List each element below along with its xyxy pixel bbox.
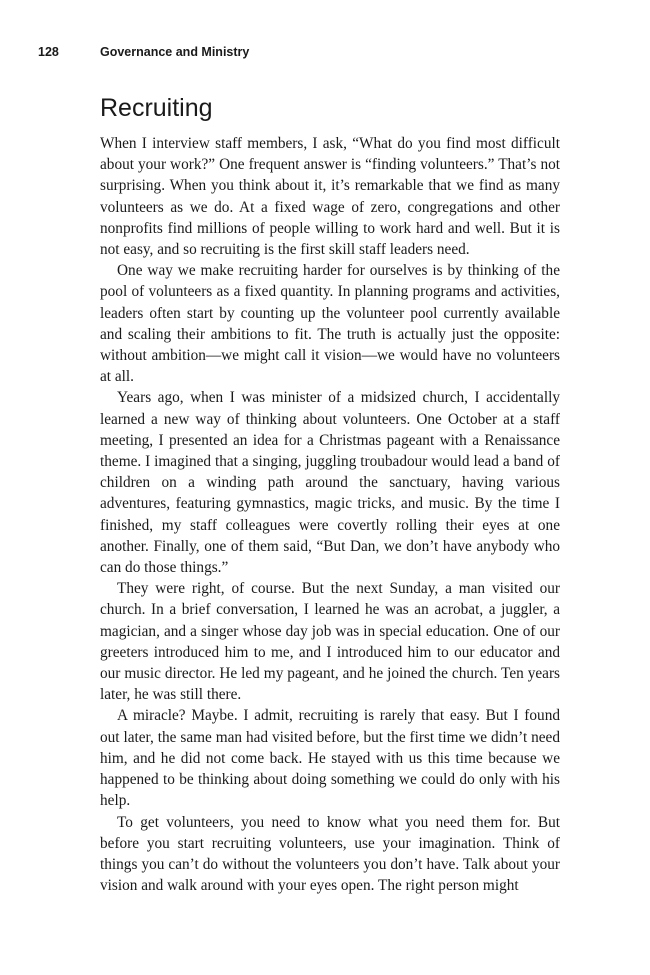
paragraph: When I interview staff members, I ask, “What do you find most difficult about your work?” One frequent answer is “finding volunteers.” That’s not surprising. When you think about it, it’s remarkable that we find as many volunteers as we do. At a fixed wage of zero, congregations and other nonprofits find millions of people willing to work hard and well. But it is not easy, and so recruiting is the first skill staff leaders need. — [100, 135, 560, 259]
paragraph: One way we make recruiting harder for ourselves is by thinking of the pool of volunteers as a fixed quantity. In planning programs and activities, leaders often start by counting up the volunteer pool currently available and scaling their ambitions to fit. The truth is actually just the opposite: without ambition—we might call it vision—we would have no volunteers at all. — [100, 262, 560, 386]
paragraph: A miracle? Maybe. I admit, recruiting is rarely that easy. But I found out later, the same man had visited before, but the first time we didn’t need him, and he did not come back. He stayed with us this time because we happened to be thinking about doing something we could do only with his help. — [100, 707, 560, 810]
page-body — [100, 92, 560, 896]
running-head-title: Governance and Ministry — [100, 45, 250, 59]
section-heading: Recruiting — [100, 94, 213, 122]
running-head — [38, 45, 249, 59]
page-number: 128 — [38, 45, 59, 59]
paragraph: Years ago, when I was minister of a midsized church, I accidentally learned a new way of thinking about volunteers. One October at a staff meeting, I presented an idea for a Christmas pageant with a Renaissance theme. I imagined that a singing, juggling troubadour would lead a band of children on a winding path around the sanctuary, having various adventures, featuring gymnastics, magic tricks, and music. By the time I finished, my staff colleagues were covertly rolling their eyes at one another. Finally, one of them said, “But Dan, we don’t have anybody who can do those things.” — [100, 389, 560, 577]
paragraph: To get volunteers, you need to know what you need them for. But before you start recruiting volunteers, use your imagination. Think of things you can’t do without the volunteers you don’t have. Talk about your vision and walk around with your eyes open. The right person might — [100, 813, 560, 895]
paragraph: They were right, of course. But the next Sunday, a man visited our church. In a brief conversation, I learned he was an acrobat, a juggler, a magician, and a singer whose day job was in special education. One of our greeters introduced him to me, and I introduced him to our educator and our music director. He led my pageant, and he joined the church. Ten years later, he was still there. — [100, 580, 560, 704]
